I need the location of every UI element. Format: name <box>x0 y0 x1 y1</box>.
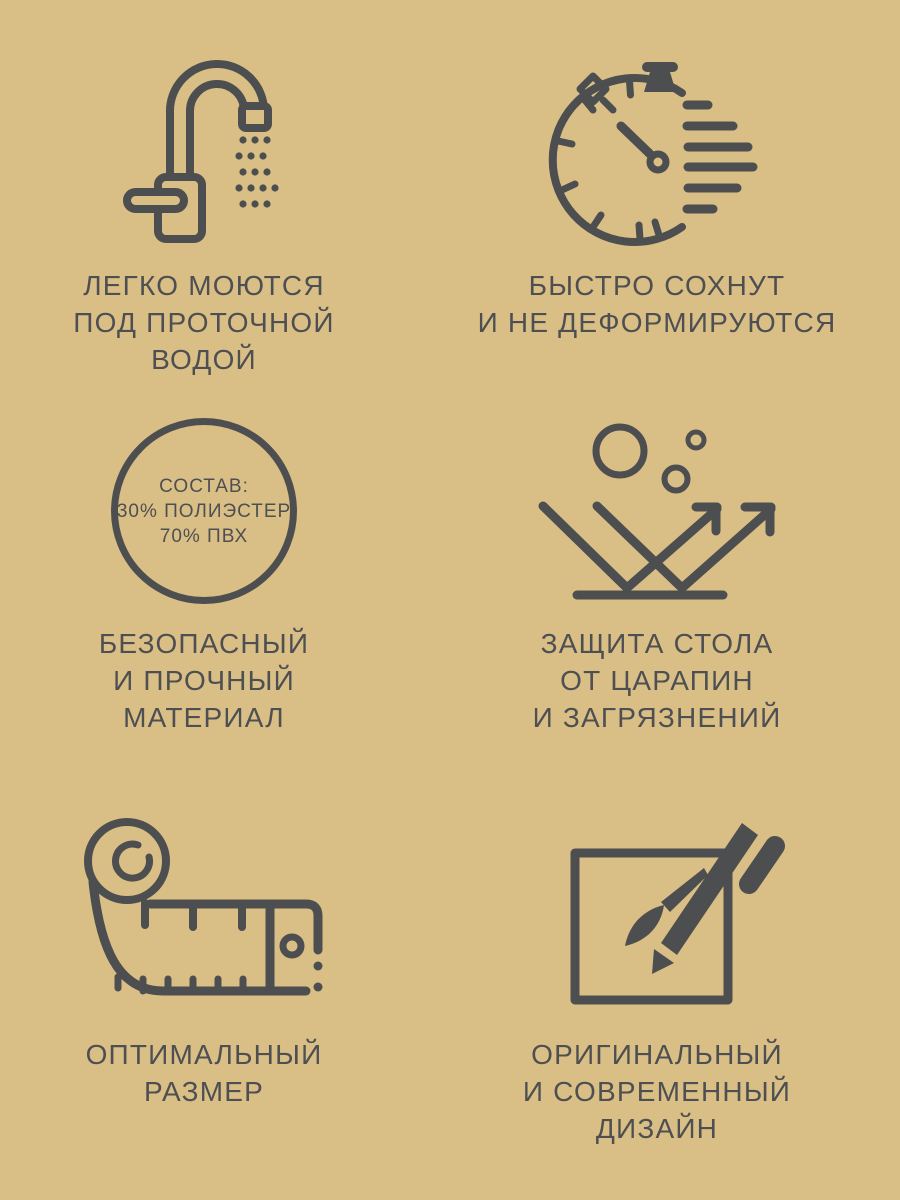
faucet-icon <box>115 55 290 245</box>
stopwatch-icon <box>545 45 770 250</box>
composition-badge <box>111 418 297 604</box>
caption-line: БЫСТРО СОХНУТ <box>528 270 786 301</box>
caption-line: ЛЕГКО МОЮТСЯ <box>83 270 325 301</box>
caption-line: И СОВРЕМЕННЫЙ <box>522 1076 792 1107</box>
bubble-medium <box>665 468 688 491</box>
caption-line: БЕЗОПАСНЫЙ <box>98 628 310 659</box>
pen-nib <box>652 949 674 974</box>
scratch-protection-icon <box>530 420 790 610</box>
water-drops <box>235 136 278 207</box>
pen-cap <box>749 846 775 884</box>
badge-line: СОСТАВ: <box>159 475 249 497</box>
caption-line: МАТЕРИАЛ <box>123 702 285 733</box>
caption-line: ВОДОЙ <box>151 344 257 375</box>
caption-line: ПОД ПРОТОЧНОЙ <box>73 307 335 338</box>
caption-line: И ПРОЧНЫЙ <box>113 665 295 696</box>
feature-caption-optimal-size <box>14 1036 394 1110</box>
feature-caption-easy-wash <box>14 267 394 378</box>
tape-rivet <box>283 937 301 955</box>
caption-line: РАЗМЕР <box>144 1076 264 1107</box>
bubble-small <box>688 432 704 448</box>
pen-and-brush-icon <box>565 815 795 1010</box>
speed-lines <box>687 105 753 209</box>
feature-caption-original-design <box>467 1036 847 1147</box>
caption-line: ДИЗАЙН <box>595 1113 719 1144</box>
feature-caption-safe-material <box>14 625 394 736</box>
brush-tip <box>625 905 664 946</box>
measuring-tape-icon <box>80 810 330 1010</box>
caption-line: ОТ ЦАРАПИН <box>560 665 754 696</box>
caption-line: ОПТИМАЛЬНЫЙ <box>85 1039 323 1070</box>
feature-caption-fast-dry <box>467 267 847 341</box>
bubble-large <box>596 427 644 475</box>
badge-line: 70% ПВХ <box>159 525 249 547</box>
caption-line: И НЕ ДЕФОРМИРУЮТСЯ <box>477 307 837 338</box>
caption-line: ЗАЩИТА СТОЛА <box>540 628 774 659</box>
badge-line: 30% ПОЛИЭСТЕР <box>116 500 292 522</box>
caption-line: ОРИГИНАЛЬНЫЙ <box>531 1039 783 1070</box>
feature-caption-table-protection <box>467 625 847 736</box>
caption-line: И ЗАГРЯЗНЕНИЙ <box>532 702 782 733</box>
stopwatch-hand <box>621 126 650 154</box>
